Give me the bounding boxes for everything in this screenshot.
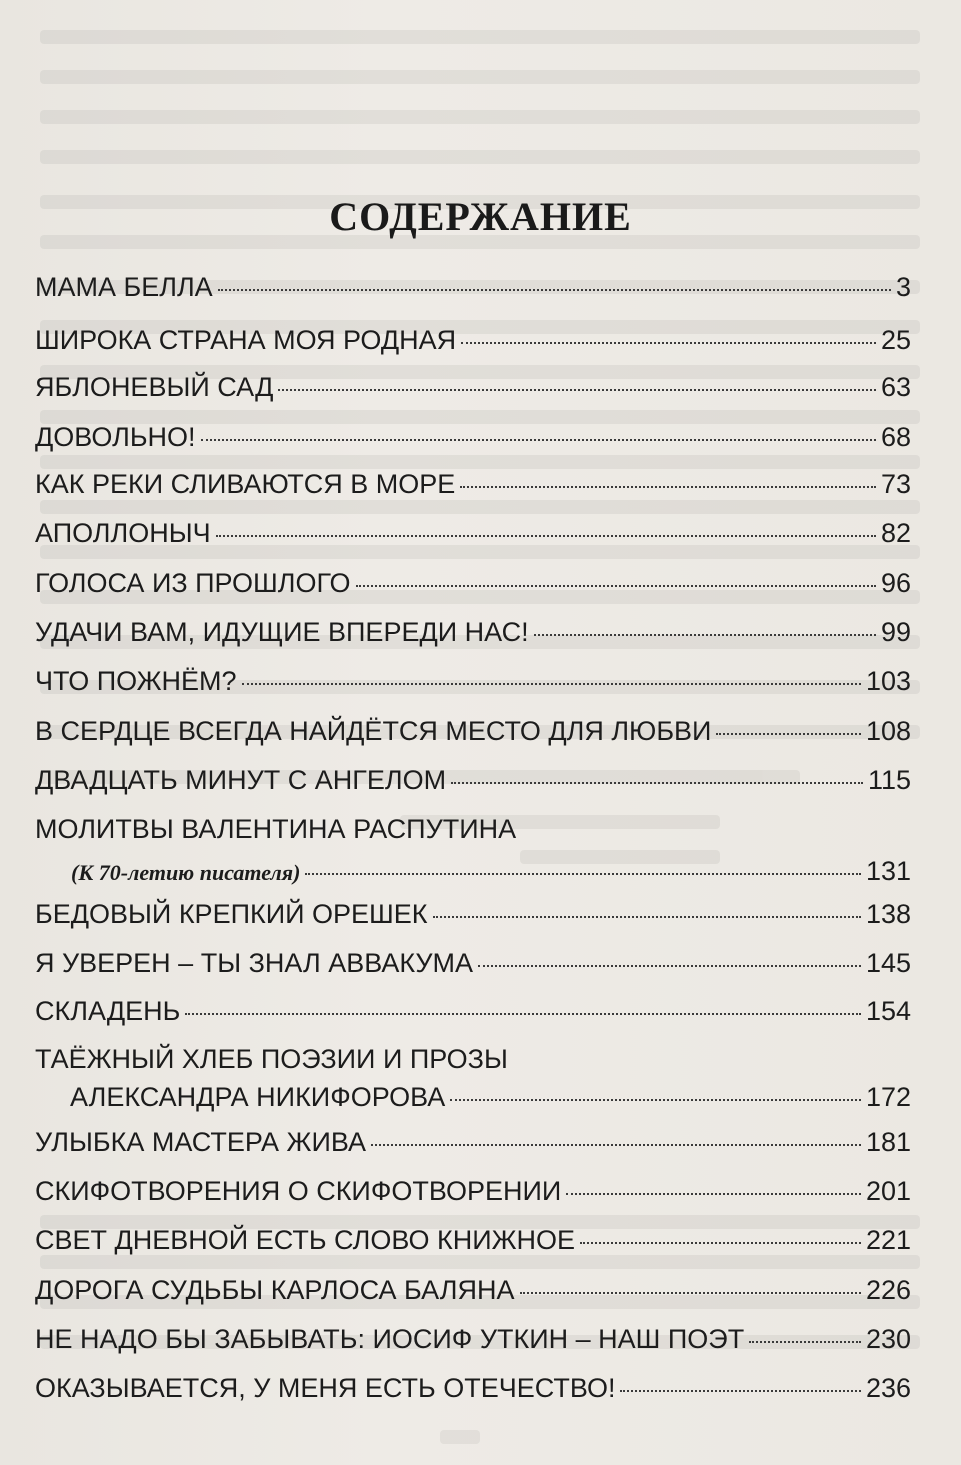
toc-entry-title: ГОЛОСА ИЗ ПРОШЛОГО <box>35 568 351 598</box>
toc-entry <box>35 814 911 894</box>
toc-entry <box>35 518 911 554</box>
toc-entry-page: 99 <box>880 617 911 647</box>
toc-entry <box>35 996 911 1032</box>
toc-entry-title: ЧТО ПОЖНЁМ? <box>35 666 237 696</box>
toc-entry-page: 181 <box>865 1127 911 1157</box>
toc-entry-title: ДОРОГА СУДЬБЫ КАРЛОСА БАЛЯНА <box>35 1275 515 1305</box>
toc-entry-page: 154 <box>865 996 911 1026</box>
toc-entry-title: УДАЧИ ВАМ, ИДУЩИЕ ВПЕРЕДИ НАС! <box>35 617 529 647</box>
toc-entry <box>35 272 911 308</box>
toc-entry-subtitle: АЛЕКСАНДРА НИКИФОРОВА <box>70 1082 446 1112</box>
dot-leader <box>716 733 860 735</box>
dot-leader <box>520 1292 861 1294</box>
dot-leader <box>620 1390 860 1392</box>
dot-leader <box>460 486 876 488</box>
toc-entry <box>35 372 911 408</box>
toc-entry-page: 226 <box>865 1275 911 1305</box>
toc-entry <box>35 765 911 801</box>
dot-leader <box>201 439 876 441</box>
toc-entry-title: ТАЁЖНЫЙ ХЛЕБ ПОЭЗИИ И ПРОЗЫ <box>35 1044 508 1074</box>
dot-leader <box>461 342 876 344</box>
toc-entry <box>35 617 911 653</box>
toc-entry-title: СКИФОТВОРЕНИЯ О СКИФОТВОРЕНИИ <box>35 1176 562 1206</box>
toc-entry-title: ОКАЗЫВАЕТСЯ, У МЕНЯ ЕСТЬ ОТЕЧЕСТВО! <box>35 1373 616 1403</box>
toc-entry-title: ШИРОКА СТРАНА МОЯ РОДНАЯ <box>35 325 457 355</box>
toc-entry <box>35 1373 911 1409</box>
dot-leader <box>478 965 861 967</box>
toc-entry <box>35 716 911 752</box>
toc-entry <box>35 1225 911 1261</box>
toc-entry-title: Я УВЕРЕН – ТЫ ЗНАЛ АВВАКУМА <box>35 948 474 978</box>
toc-entry-title: ДОВОЛЬНО! <box>35 422 196 452</box>
toc-entry-page: 103 <box>865 666 911 696</box>
dot-leader <box>278 389 876 391</box>
toc-entry <box>35 1275 911 1311</box>
toc-entry <box>35 469 911 505</box>
toc-entry-page: 108 <box>865 716 911 746</box>
toc-entry-page: 3 <box>895 272 911 302</box>
dot-leader <box>451 782 863 784</box>
dot-leader <box>534 634 876 636</box>
dot-leader <box>305 873 861 875</box>
dot-leader <box>433 916 861 918</box>
dot-leader <box>566 1193 861 1195</box>
toc-entry-page: 138 <box>865 899 911 929</box>
toc-entry-title: КАК РЕКИ СЛИВАЮТСЯ В МОРЕ <box>35 469 456 499</box>
toc-entry-page: 73 <box>880 469 911 499</box>
toc-entry-title: МОЛИТВЫ ВАЛЕНТИНА РАСПУТИНА <box>35 814 517 844</box>
toc-entry-title: В СЕРДЦЕ ВСЕГДА НАЙДЁТСЯ МЕСТО ДЛЯ ЛЮБВИ <box>35 716 712 746</box>
dot-leader <box>450 1099 861 1101</box>
toc-entry-title: ДВАДЦАТЬ МИНУТ С АНГЕЛОМ <box>35 765 447 795</box>
toc-entry <box>35 568 911 604</box>
toc-entry-page: 230 <box>865 1324 911 1354</box>
toc-entry <box>35 1176 911 1212</box>
toc-entry-title: АПОЛЛОНЫЧ <box>35 518 211 548</box>
toc-entry-page: 236 <box>865 1373 911 1403</box>
toc-entry-page: 82 <box>880 518 911 548</box>
toc-entry-page: 131 <box>865 856 911 886</box>
toc-entry <box>35 948 911 984</box>
page-title: СОДЕРЖАНИЕ <box>329 194 632 239</box>
toc-entry-title: СВЕТ ДНЕВНОЙ ЕСТЬ СЛОВО КНИЖНОЕ <box>35 1225 576 1255</box>
toc-entry-title: НЕ НАДО БЫ ЗАБЫВАТЬ: ИОСИФ УТКИН – НАШ ПОЭТ <box>35 1324 745 1354</box>
toc-entry <box>35 1324 911 1360</box>
dot-leader <box>185 1013 861 1015</box>
dot-leader <box>356 585 876 587</box>
toc-entry-page: 115 <box>867 765 911 795</box>
toc-entry-subtitle: (К 70-летию писателя) <box>71 860 301 885</box>
dot-leader <box>242 683 861 685</box>
toc-entry <box>35 666 911 702</box>
toc-entry-page: 221 <box>865 1225 911 1255</box>
dot-leader <box>216 535 876 537</box>
toc-entry-title: УЛЫБКА МАСТЕРА ЖИВА <box>35 1127 367 1157</box>
toc-entry <box>35 1044 911 1124</box>
toc-entry-page: 145 <box>865 948 911 978</box>
toc-entry-page: 201 <box>865 1176 911 1206</box>
toc-entry-title: БЕДОВЫЙ КРЕПКИЙ ОРЕШЕК <box>35 899 428 929</box>
toc-entry-title: СКЛАДЕНЬ <box>35 996 181 1026</box>
toc-entry <box>35 325 911 361</box>
toc-entry-page: 63 <box>880 372 911 402</box>
dot-leader <box>749 1341 861 1343</box>
toc-entry <box>35 899 911 935</box>
dot-leader <box>218 289 891 291</box>
toc-entry-page: 172 <box>865 1082 911 1112</box>
toc-entry <box>35 1127 911 1163</box>
toc-entry-title: ЯБЛОНЕВЫЙ САД <box>35 372 274 402</box>
toc-entry <box>35 422 911 458</box>
toc-entry-title: МАМА БЕЛЛА <box>35 272 213 302</box>
toc-entry-page: 25 <box>880 325 911 355</box>
toc-entry-page: 96 <box>880 568 911 598</box>
toc-entry-page: 68 <box>880 422 911 452</box>
dot-leader <box>371 1144 861 1146</box>
dot-leader <box>580 1242 861 1244</box>
